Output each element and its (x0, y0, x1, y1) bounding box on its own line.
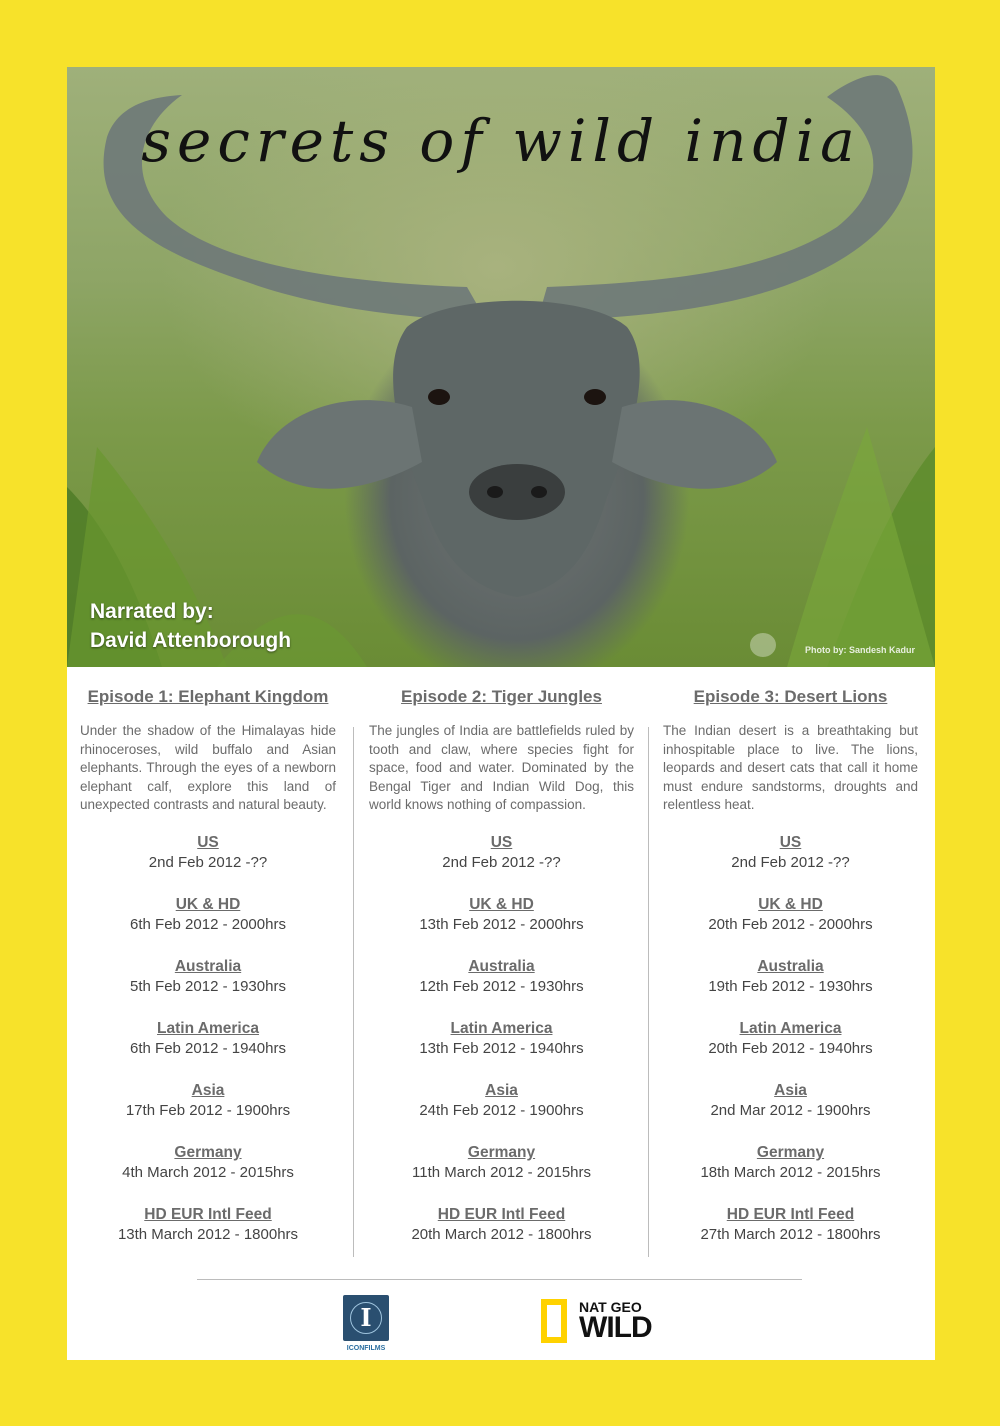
schedule-item (80, 896, 336, 958)
air-date: 20th Feb 2012 - 1940hrs (708, 1040, 873, 1057)
narrator-label: Narrated by: (90, 600, 214, 623)
air-date: 2nd Mar 2012 - 1900hrs (710, 1102, 871, 1119)
air-date: 27th March 2012 - 1800hrs (700, 1226, 881, 1243)
air-date: 13th Feb 2012 - 1940hrs (419, 1040, 584, 1057)
region-label: US (779, 834, 802, 851)
schedule-item (80, 1082, 336, 1144)
air-date: 13th Feb 2012 - 2000hrs (419, 916, 584, 933)
air-date: 24th Feb 2012 - 1900hrs (419, 1102, 584, 1119)
icon-films-logo (343, 1295, 389, 1357)
broadcast-schedule (663, 834, 918, 1268)
region-label: HD EUR Intl Feed (144, 1206, 272, 1223)
schedule-item (663, 896, 918, 958)
episode-column-2 (369, 667, 634, 1268)
air-date: 11th March 2012 - 2015hrs (412, 1164, 591, 1181)
air-date: 12th Feb 2012 - 1930hrs (419, 978, 584, 995)
region-label: Germany (467, 1144, 536, 1161)
region-label: Australia (757, 958, 824, 975)
nat-geo-wild-logo (541, 1297, 661, 1349)
air-date: 2nd Feb 2012 -?? (148, 854, 268, 871)
broadcast-schedule (369, 834, 634, 1268)
region-label: Asia (485, 1082, 518, 1099)
schedule-item (369, 896, 634, 958)
region-label: UK & HD (758, 896, 823, 913)
air-date: 18th March 2012 - 2015hrs (700, 1164, 881, 1181)
poster-title: secrets of wild india (141, 107, 861, 175)
air-date: 20th Feb 2012 - 2000hrs (708, 916, 873, 933)
region-label: Latin America (450, 1020, 553, 1037)
photo-credit: Photo by: Sandesh Kadur (804, 645, 915, 655)
episode-title: Episode 1: Elephant Kingdom (87, 687, 329, 706)
footer-divider (197, 1279, 802, 1280)
schedule-item (80, 834, 336, 896)
episode-description: Under the shadow of the Himalayas hide rhinoceroses, wild buffalo and Asian elephants. Through the eyes of a newborn elephant calf, explore this land of unexpected contrasts and natural beauty. (80, 723, 336, 812)
schedule-item (369, 1082, 634, 1144)
schedule-item (663, 1206, 918, 1268)
wild-text: WILD (579, 1311, 652, 1344)
paw-logo-icon (750, 633, 776, 657)
icon-films-caption: ICONFILMS (346, 1345, 386, 1352)
region-label: HD EUR Intl Feed (726, 1206, 855, 1223)
region-label: Australia (468, 958, 535, 975)
schedule-item (663, 958, 918, 1020)
episode-column-1 (80, 667, 336, 1268)
region-label: Asia (774, 1082, 807, 1099)
yellow-frame-icon (541, 1299, 567, 1343)
schedule-item (663, 1020, 918, 1082)
air-date: 13th March 2012 - 1800hrs (117, 1226, 299, 1243)
schedule-item (369, 1144, 634, 1206)
schedule-item (369, 834, 634, 896)
region-label: Latin America (157, 1020, 259, 1037)
schedule-item (369, 1206, 634, 1268)
episode-description: The jungles of India are battlefields ruled by tooth and claw, where species fight for space, food and water. Dominated by the Bengal Tiger and Indian Wild Dog, this world knows nothing of compassion. (369, 723, 634, 812)
region-label: UK & HD (469, 896, 534, 913)
narrator-name: David Attenborough (90, 629, 292, 652)
episode-title: Episode 2: Tiger Jungles (401, 687, 602, 706)
region-label: Latin America (739, 1020, 842, 1037)
region-label: US (490, 834, 513, 851)
nat-geo-text: NAT GEO (579, 1299, 642, 1315)
hero-photo (67, 67, 935, 667)
region-label: Australia (174, 958, 242, 975)
episode-title: Episode 3: Desert Lions (693, 687, 888, 706)
schedule-item (663, 1082, 918, 1144)
broadcast-schedule (80, 834, 336, 1268)
air-date: 20th March 2012 - 1800hrs (411, 1226, 592, 1243)
column-divider (648, 727, 649, 1257)
icon-films-letter: I (360, 1303, 372, 1332)
air-date: 6th Feb 2012 - 2000hrs (130, 916, 286, 933)
region-label: US (197, 834, 219, 851)
air-date: 6th Feb 2012 - 1940hrs (130, 1040, 286, 1057)
air-date: 4th March 2012 - 2015hrs (122, 1164, 294, 1181)
region-label: Germany (756, 1144, 825, 1161)
episode-column-3 (663, 667, 918, 1268)
icon-films-emblem-icon (343, 1295, 389, 1341)
schedule-item (80, 1144, 336, 1206)
schedule-item (80, 958, 336, 1020)
schedule-item (663, 834, 918, 896)
schedule-item (663, 1144, 918, 1206)
air-date: 2nd Feb 2012 -?? (731, 854, 850, 871)
schedule-item (80, 1020, 336, 1082)
region-label: Germany (174, 1144, 242, 1161)
schedule-item (80, 1206, 336, 1268)
air-date: 17th Feb 2012 - 1900hrs (125, 1102, 291, 1119)
region-label: HD EUR Intl Feed (437, 1206, 566, 1223)
column-divider (353, 727, 354, 1257)
air-date: 19th Feb 2012 - 1930hrs (708, 978, 873, 995)
air-date: 2nd Feb 2012 -?? (442, 854, 561, 871)
poster (67, 67, 935, 1360)
region-label: Asia (191, 1082, 225, 1099)
region-label: UK & HD (175, 896, 241, 913)
schedule-item (369, 1020, 634, 1082)
air-date: 5th Feb 2012 - 1930hrs (130, 978, 286, 995)
narrator-credit (90, 597, 291, 655)
episode-description: The Indian desert is a breathtaking but inhospitable place to live. The lions, leopards and desert cats that call it home must endure sandstorms, droughts and relentless heat. (663, 723, 918, 812)
schedule-item (369, 958, 634, 1020)
